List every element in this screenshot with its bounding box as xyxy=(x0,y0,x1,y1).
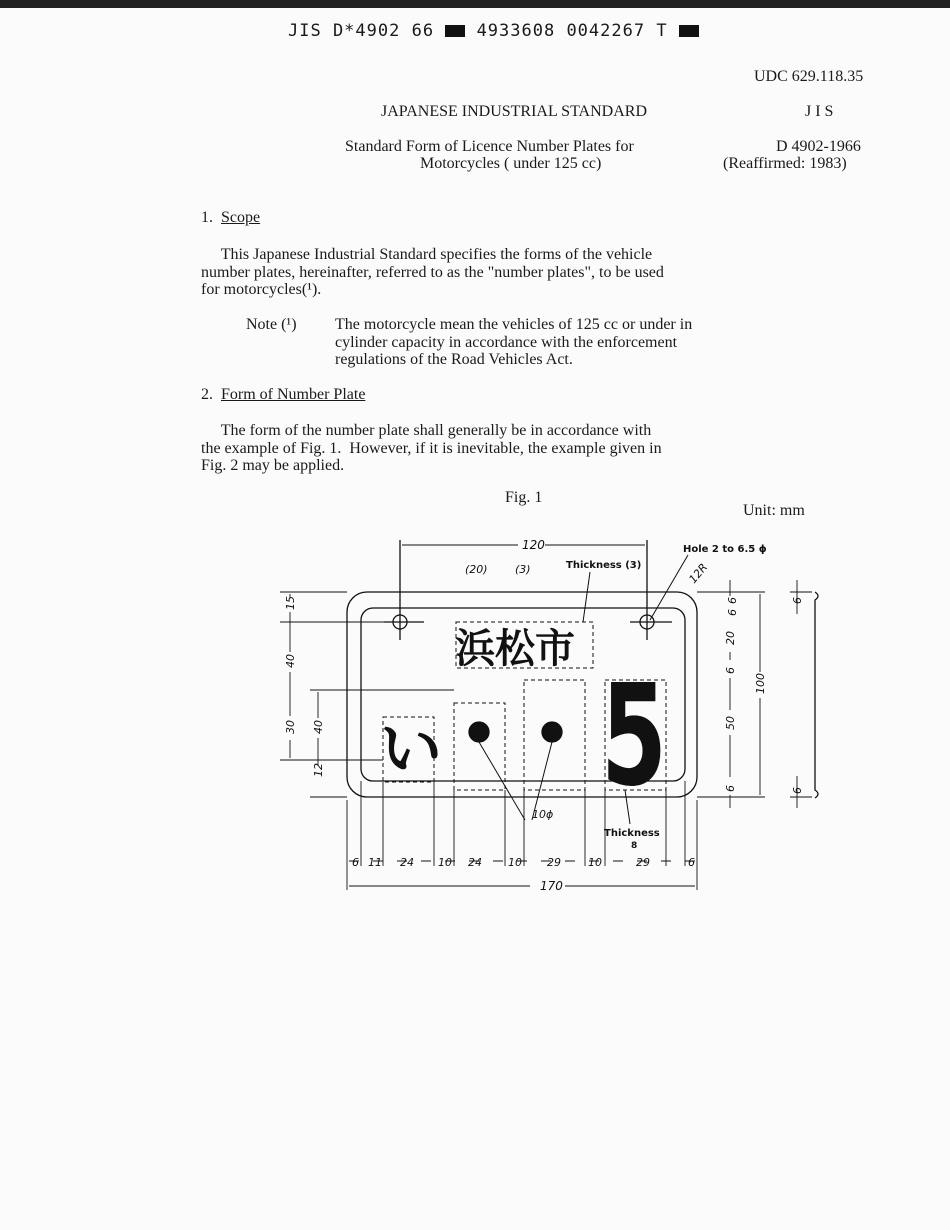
dim-40-kana: 40 xyxy=(312,720,325,734)
label-thickness-8-value: 8 xyxy=(631,841,638,851)
plate-kana-text: い xyxy=(380,712,443,785)
section-title: Scope xyxy=(221,209,261,226)
plate-city-text: 浜松市 xyxy=(455,626,575,672)
dim-bottom: 11 xyxy=(368,856,382,869)
digit-box-1 xyxy=(454,703,505,790)
placeholder-dot-1 xyxy=(469,722,489,742)
dim-bottom: 10 xyxy=(438,856,452,869)
section-1-body: This Japanese Industrial Standard specifies the forms of the vehicle number plates, hereinafter, referred to as the "number plates", to be used for motorcycles(¹). xyxy=(201,246,664,298)
mounting-hole-right xyxy=(630,540,672,640)
dim-6-mid: 6 xyxy=(724,667,737,674)
catalog-code-part1: JIS D*4902 66 xyxy=(288,21,435,41)
reaffirmed-date: (Reaffirmed: 1983) xyxy=(723,155,847,172)
label-radius: 12R xyxy=(686,560,711,586)
doc-number: D 4902-1966 xyxy=(776,138,861,155)
figure-caption: Fig. 1 xyxy=(505,489,543,506)
dim-20: (20) xyxy=(465,563,488,576)
note-label: Note (¹) xyxy=(246,316,297,333)
dim-side-6-bottom: 6 xyxy=(791,787,804,794)
dim-50: 50 xyxy=(724,716,737,730)
section-number: 1. xyxy=(201,209,213,226)
dim-6-top: 6 xyxy=(726,597,739,604)
standard-title: JAPANESE INDUSTRIAL STANDARD xyxy=(381,103,647,120)
label-thickness-8: Thickness xyxy=(604,828,660,839)
dim-6-top2: 6 xyxy=(726,609,739,616)
section-number: 2. xyxy=(201,386,213,403)
dim-3: (3) xyxy=(515,563,531,576)
udc-number: UDC 629.118.35 xyxy=(754,68,864,85)
dim-side-6-top: 6 xyxy=(791,597,804,604)
doc-title-line1: Standard Form of Licence Number Plates for xyxy=(345,138,634,155)
dim-bottom: 29 xyxy=(547,856,561,869)
placeholder-dot-2 xyxy=(542,722,562,742)
label-hole: Hole 2 to 6.5 ϕ xyxy=(683,544,767,555)
unit-label: Unit: mm xyxy=(743,502,805,519)
dim-bottom: 10 xyxy=(508,856,522,869)
dim-bottom: 24 xyxy=(400,856,414,869)
dim-20-right: 20 xyxy=(724,631,737,645)
dim-bottom: 6 xyxy=(688,856,695,869)
dim-120: 120 xyxy=(522,538,545,552)
dim-30: 30 xyxy=(284,720,297,734)
dim-40-left: 40 xyxy=(284,654,297,668)
dim-bottom: 29 xyxy=(636,856,650,869)
dim-170: 170 xyxy=(540,879,563,893)
jis-label: J I S xyxy=(805,103,834,120)
catalog-code-part2: 4933608 0042267 T xyxy=(476,21,668,41)
dim-bottom: 10 xyxy=(588,856,602,869)
doc-title-line2: Motorcycles ( under 125 cc) xyxy=(420,155,602,172)
section-2-body: The form of the number plate shall generally be in accordance with the example of Fig. 1. However, if it is inevitable, the example given in Fig. 2 may be applied. xyxy=(201,422,662,474)
plate-number-text: 5 xyxy=(601,655,667,818)
label-thickness-3: Thickness (3) xyxy=(566,560,642,571)
dim-bottom: 24 xyxy=(468,856,482,869)
dim-15: 15 xyxy=(284,596,297,610)
dim-bottom: 6 xyxy=(352,856,359,869)
note-body: The motorcycle mean the vehicles of 125 cc or under in cylinder capacity in accordance with the enforcement regulations of the Road Vehicles Act. xyxy=(335,316,693,368)
section-title: Form of Number Plate xyxy=(221,386,366,403)
mounting-hole-left xyxy=(384,540,424,640)
dim-6-bottom: 6 xyxy=(724,785,737,792)
label-dot-diameter: 10ϕ xyxy=(532,808,554,821)
dim-12: 12 xyxy=(312,763,325,777)
dim-100: 100 xyxy=(754,673,767,694)
